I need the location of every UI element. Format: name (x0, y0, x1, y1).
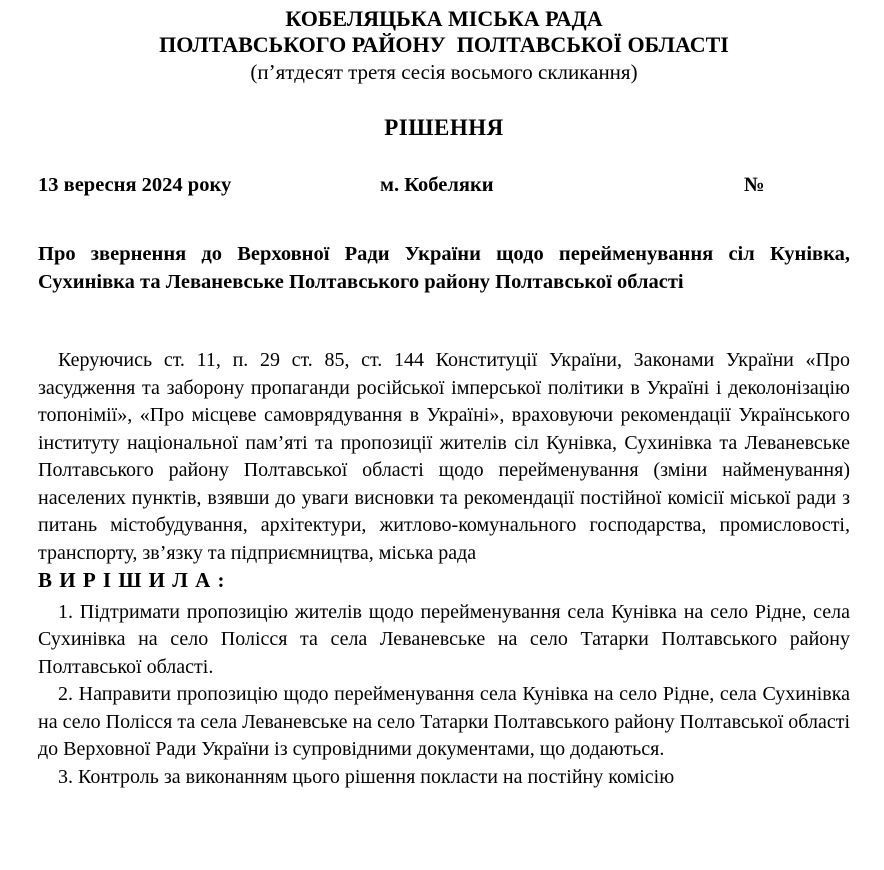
council-name: КОБЕЛЯЦЬКА МІСЬКА РАДА (285, 6, 603, 31)
resolution-item-3: 3. Контроль за виконанням цього рішення покласти на постійну комісію (58, 765, 675, 788)
resolution-item-1: 1. Підтримати пропозицію жителів щодо перейменування села Кунівка на село Рідне, села Сухинівка на село Полісся та села Леваневське на село Татарки Полтавського району Полтавської області. (38, 600, 850, 678)
document-header (38, 6, 850, 86)
resolution-items (38, 599, 850, 792)
document-type-title: РІШЕННЯ (384, 115, 504, 140)
resolved-heading: В И Р І Ш И Л А : (38, 568, 226, 592)
session-info: (п’ятдесят третя сесія восьмого скликання) (250, 60, 638, 84)
council-region: ПОЛТАВСЬКОГО РАЙОНУ ПОЛТАВСЬКОЇ ОБЛАСТІ (159, 32, 729, 57)
document-date: 13 вересня 2024 року (38, 174, 232, 196)
document-place: м. Кобеляки (380, 174, 494, 196)
preamble-paragraph: Керуючись ст. 11, п. 29 ст. 85, ст. 144 Конституції України, Законами України «Про засудження та заборону пропаганди російської імперської політики в Україні і деколонізацію топонімії», «Про місцеве самоврядування в Україні», враховуючи рекомендації Українського інституту національної пам’яті та пропозиції жителів сіл Кунівка, Сухинівка та Леваневське Полтавського району Полтавської області щодо перейменування (зміни найменування) населених пунктів, взявши до уваги висновки та рекомендації постійної комісії міської ради з питань містобудування, архітектури, житлово-комунального господарства, промисловості, транспорту, зв’язку та підприємництва, міська рада (38, 349, 850, 564)
resolution-item-2: 2. Направити пропозицію щодо перейменування села Кунівка на село Рідне, села Сухинівка на село Полісся та села Леваневське на село Татарки Полтавського району Полтавської області до Верховної Ради України із супровідними документами, що додаються. (38, 683, 850, 760)
subject-paragraph: Про звернення до Верховної Ради України щодо перейменування сіл Кунівка, Сухинівка та Леваневське Полтавського району Полтавської області (38, 243, 850, 293)
document-meta-row (38, 172, 850, 199)
document-number-label: № (744, 174, 765, 196)
